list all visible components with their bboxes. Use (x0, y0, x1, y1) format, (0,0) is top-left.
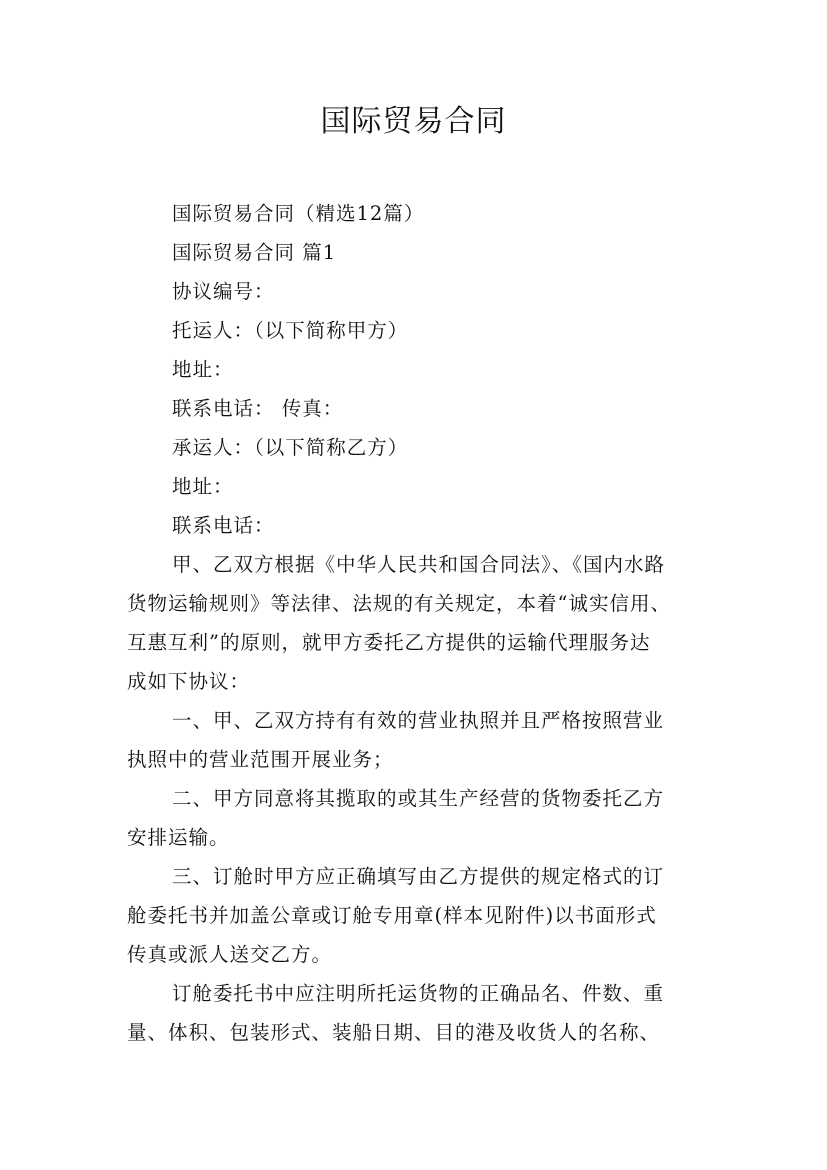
text-line: 联系电话： 传真： (172, 397, 344, 420)
text-line: 国际贸易合同（精选12篇） (172, 202, 425, 225)
text-line: 国际贸易合同 篇1 (172, 241, 337, 264)
text-line: 量、体积、包装形式、装船日期、目的港及收货人的名称、 (127, 1021, 661, 1044)
text-line: 成如下协议： (127, 670, 251, 693)
document-title: 国际贸易合同 (320, 104, 507, 139)
text-line: 地址： (172, 475, 234, 498)
text-line: 三、订舱时甲方应正确填写由乙方提供的规定格式的订 (172, 865, 665, 888)
text-line: 一、甲、乙双方持有有效的营业执照并且严格按照营业 (172, 709, 665, 732)
text-line: 二、甲方同意将其揽取的或其生产经营的货物委托乙方 (172, 787, 665, 810)
text-line: 订舱委托书中应注明所托运货物的正确品名、件数、重 (172, 982, 665, 1005)
text-line: 托运人：（以下简称甲方） (172, 319, 409, 342)
text-line: 地址： (172, 358, 234, 381)
text-line: 执照中的营业范围开展业务； (127, 748, 394, 771)
text-line: 甲、乙双方根据《中华人民共和国合同法》、《国内水路 (172, 553, 666, 576)
text-line: 安排运输。 (127, 826, 230, 849)
text-line: 联系电话： (172, 514, 275, 537)
text-line: 货物运输规则》等法律、法规的有关规定，本着“诚实信用、 (127, 592, 671, 615)
text-line: 互惠互利”的原则，就甲方委托乙方提供的运输代理服务达 (127, 631, 651, 654)
text-line: 舱委托书并加盖公章或订舱专用章(样本见附件)以书面形式 (127, 904, 657, 927)
text-line: 协议编号： (172, 280, 275, 303)
text-line: 传真或派人送交乙方。 (127, 943, 333, 966)
text-line: 承运人：（以下简称乙方） (172, 436, 409, 459)
